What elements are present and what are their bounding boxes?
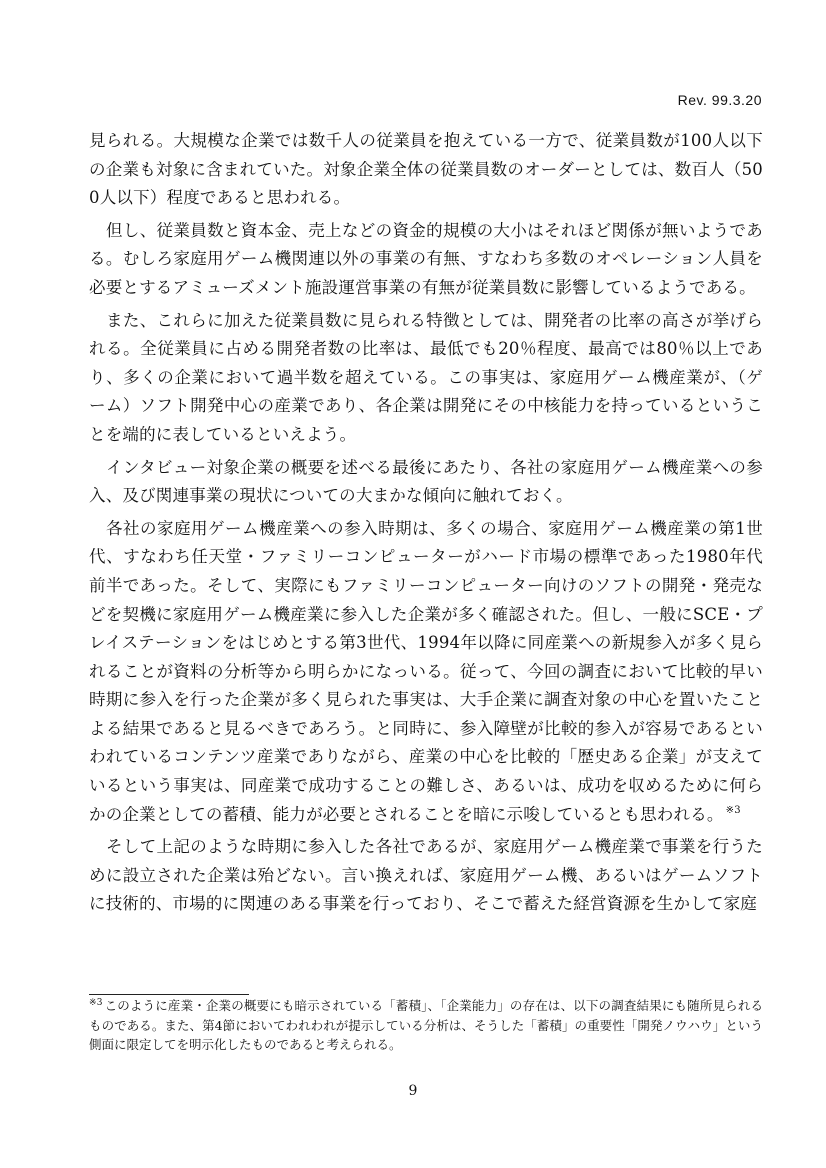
paragraph-3: また、これらに加えた従業員数に見られる特徴としては、開発者の比率の高さが挙げられる。全従業員に占める開発者数の比率は、最低でも20％程度、最高では80％以上であり、多くの企業において過半数を超えている。この事実は、家庭用ゲーム機産業が、（ゲーム）ソフト開発中心の産業であり、各企業は開発にその中核能力を持っているということを端的に表しているといえよう。 — [89, 310, 763, 444]
body-text — [89, 127, 763, 919]
footnote-text: このように産業・企業の概要にも暗示されている「蓄積」、「企業能力」の存在は、以下の調査結果にも随所見られるものである。また、第4節においてわれわれが提示している分析は、そうした「蓄積」の重要性「開発ノウハウ」という側面に限定してを明示化したものであると考えられる。 — [89, 998, 763, 1052]
page-number: 9 — [408, 1083, 418, 1099]
paragraph-2: 但し、従業員数と資本金、売上などの資金的規模の大小はそれほど関係が無いようである。むしろ家庭用ゲーム機関連以外の事業の有無、すなわち多数のオペレーション人員を必要とするアミューズメント施設運営事業の有無が従業員数に影響しているようである。 — [89, 220, 763, 297]
footnote-divider — [89, 994, 249, 995]
footnote-mark: ※3 — [89, 997, 103, 1008]
paragraph-5-text: 各社の家庭用ゲーム機産業への参入時期は、多くの場合、家庭用ゲーム機産業の第1世代、すなわち任天堂・ファミリーコンピューターがハード市場の標準であった1980年代前半であった。そして、実際にもファミリーコンピューター向けのソフトの開発・発売などを契機に家庭用ゲーム機産業に参入した企業が多く確認された。但し、一般にSCE・プレイステーションをはじめとする第3世代、1994年以降に同産業への新規参入が多く見られることが資料の分析等から明らかになっいる。従って、今回の調査において比較的早い時期に参入を行った企業が多く見られた事実は、大手企業に調査対象の中心を置いたことよる結果であると見るべきであろう。と同時に、参入障壁が比較的参入が容易であるといわれているコンテンツ産業でありながら、産業の中心を比較的「歴史ある企業」が支えているという事実は、同産業で成功することの難しさ、あるいは、成功を収めるために何らかの企業としての蓄積、能力が必要とされることを暗に示唆しているとも思われる。 — [89, 518, 763, 824]
footnote — [89, 996, 763, 1055]
paragraph-1: 見られる。大規模な企業では数千人の従業員を抱えている一方で、従業員数が100人以下の企業も対象に含まれていた。対象企業全体の従業員数のオーダーとしては、数百人（500人以下）程度であると思われる。 — [89, 131, 763, 208]
revision-label: Rev. 99.3.20 — [677, 92, 762, 108]
paragraph-5 — [89, 515, 763, 830]
paragraph-6: そして上記のような時期に参入した各社であるが、家庭用ゲーム機産業で事業を行うために設立された企業は殆どない。言い換えれば、家庭用ゲーム機、あるいはゲームソフトに技術的、市場的に関連のある事業を行っており、そこで蓄えた経営資源を生かして家庭 — [89, 837, 763, 914]
footnote-reference[interactable]: ※3 — [725, 805, 741, 817]
paragraph-4: インタビュー対象企業の概要を述べる最後にあたり、各社の家庭用ゲーム機産業への参入、及び関連事業の現状についての大まかな傾向に触れておく。 — [89, 457, 763, 506]
